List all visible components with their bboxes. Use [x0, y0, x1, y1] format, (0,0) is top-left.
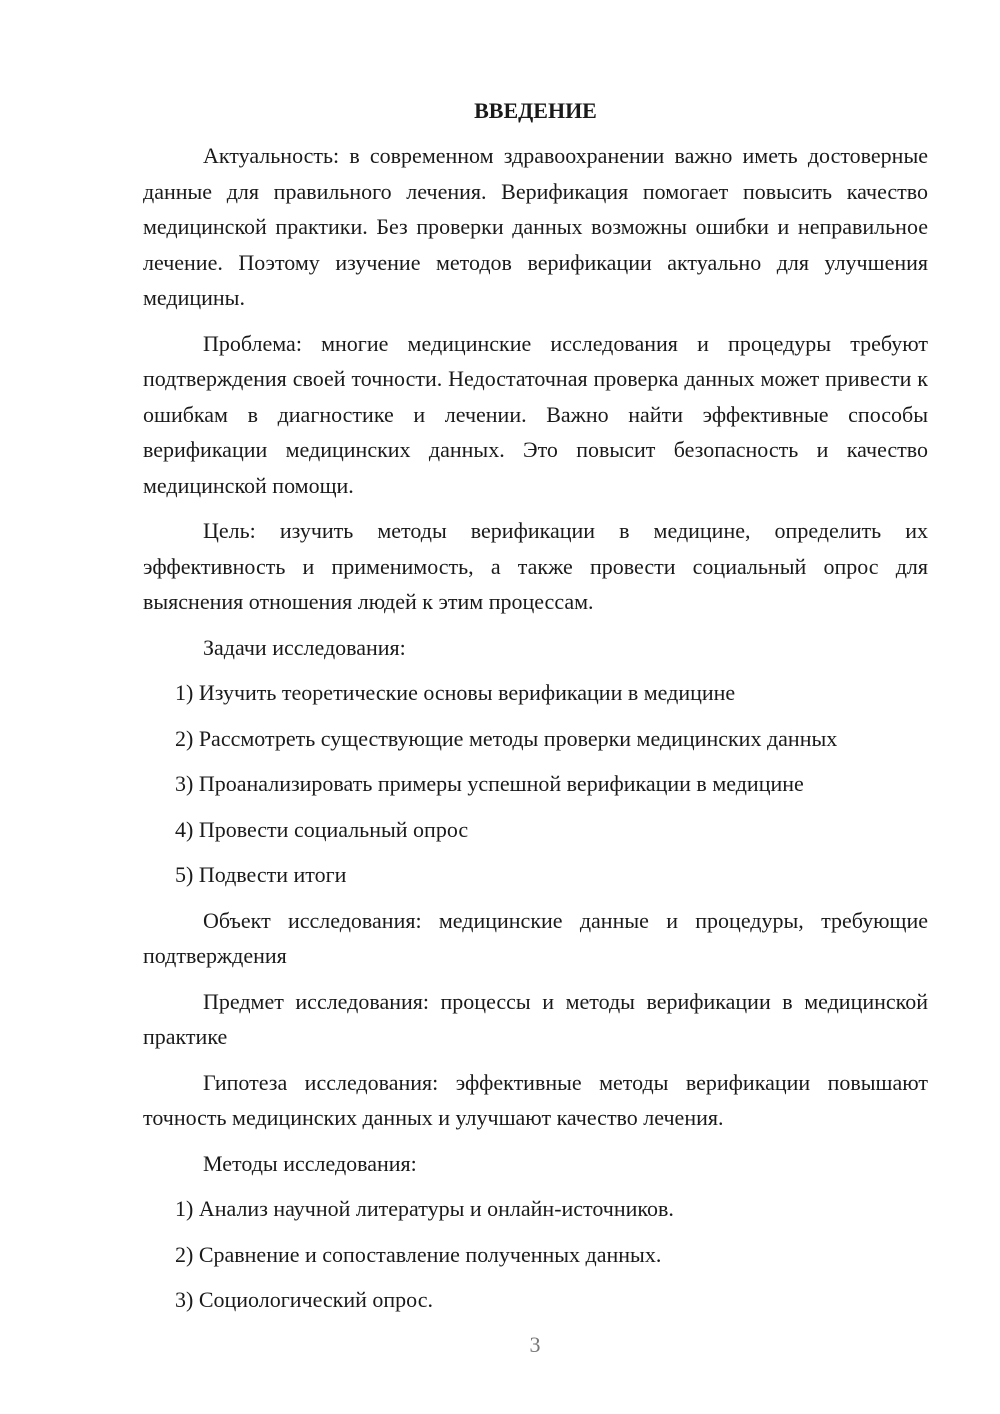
method-item-2: 2) Сравнение и сопоставление полученных данных.: [175, 1241, 662, 1267]
task-item-3: 3) Проанализировать примеры успешной верификации в медицине: [175, 771, 804, 796]
page-number: 3: [529, 1332, 541, 1357]
goal-paragraph: Цель: изучить методы верификации в медицине, определить их эффективность и применимость, а также провести социальный опрос для выяснения отношения людей к этим процессам.: [143, 518, 928, 614]
relevance-paragraph: Актуальность: в современном здравоохранении важно иметь достоверные данные для правильного лечения. Верификация помогает повысить качество медицинской практики. Без проверки данных возможны ошибки и неправильное лечение. Поэтому изучение методов верификации актуально для улучшения медицины.: [143, 143, 928, 310]
methods-heading: Методы исследования:: [203, 1150, 417, 1176]
tasks-heading: Задачи исследования:: [203, 634, 406, 660]
subject-paragraph: Предмет исследования: процессы и методы верификации в медицинской практике: [143, 988, 928, 1049]
task-item-5: 5) Подвести итоги: [175, 862, 347, 887]
hypothesis-paragraph: Гипотеза исследования: эффективные методы верификации повышают точность медицинских данных и улучшают качество лечения.: [143, 1069, 928, 1130]
method-item-3: 3) Социологический опрос.: [175, 1287, 433, 1312]
object-paragraph: Объект исследования: медицинские данные и процедуры, требующие подтверждения: [143, 907, 928, 968]
task-item-2: 2) Рассмотреть существующие методы проверки медицинских данных: [175, 725, 838, 751]
method-item-1: 1) Анализ научной литературы и онлайн-источников.: [175, 1196, 674, 1221]
problem-paragraph: Проблема: многие медицинские исследования и процедуры требуют подтверждения своей точности. Недостаточная проверка данных может привести к ошибкам в диагностике и лечении. Важно найти эффективные способы верификации медицинских данных. Это повысит безопасность и качество медицинской помощи.: [143, 330, 928, 498]
task-item-4: 4) Провести социальный опрос: [175, 816, 469, 842]
task-item-1: 1) Изучить теоретические основы верификации в медицине: [175, 680, 736, 705]
page-title: ВВЕДЕНИЕ: [474, 98, 597, 123]
document-page: [143, 96, 928, 1328]
